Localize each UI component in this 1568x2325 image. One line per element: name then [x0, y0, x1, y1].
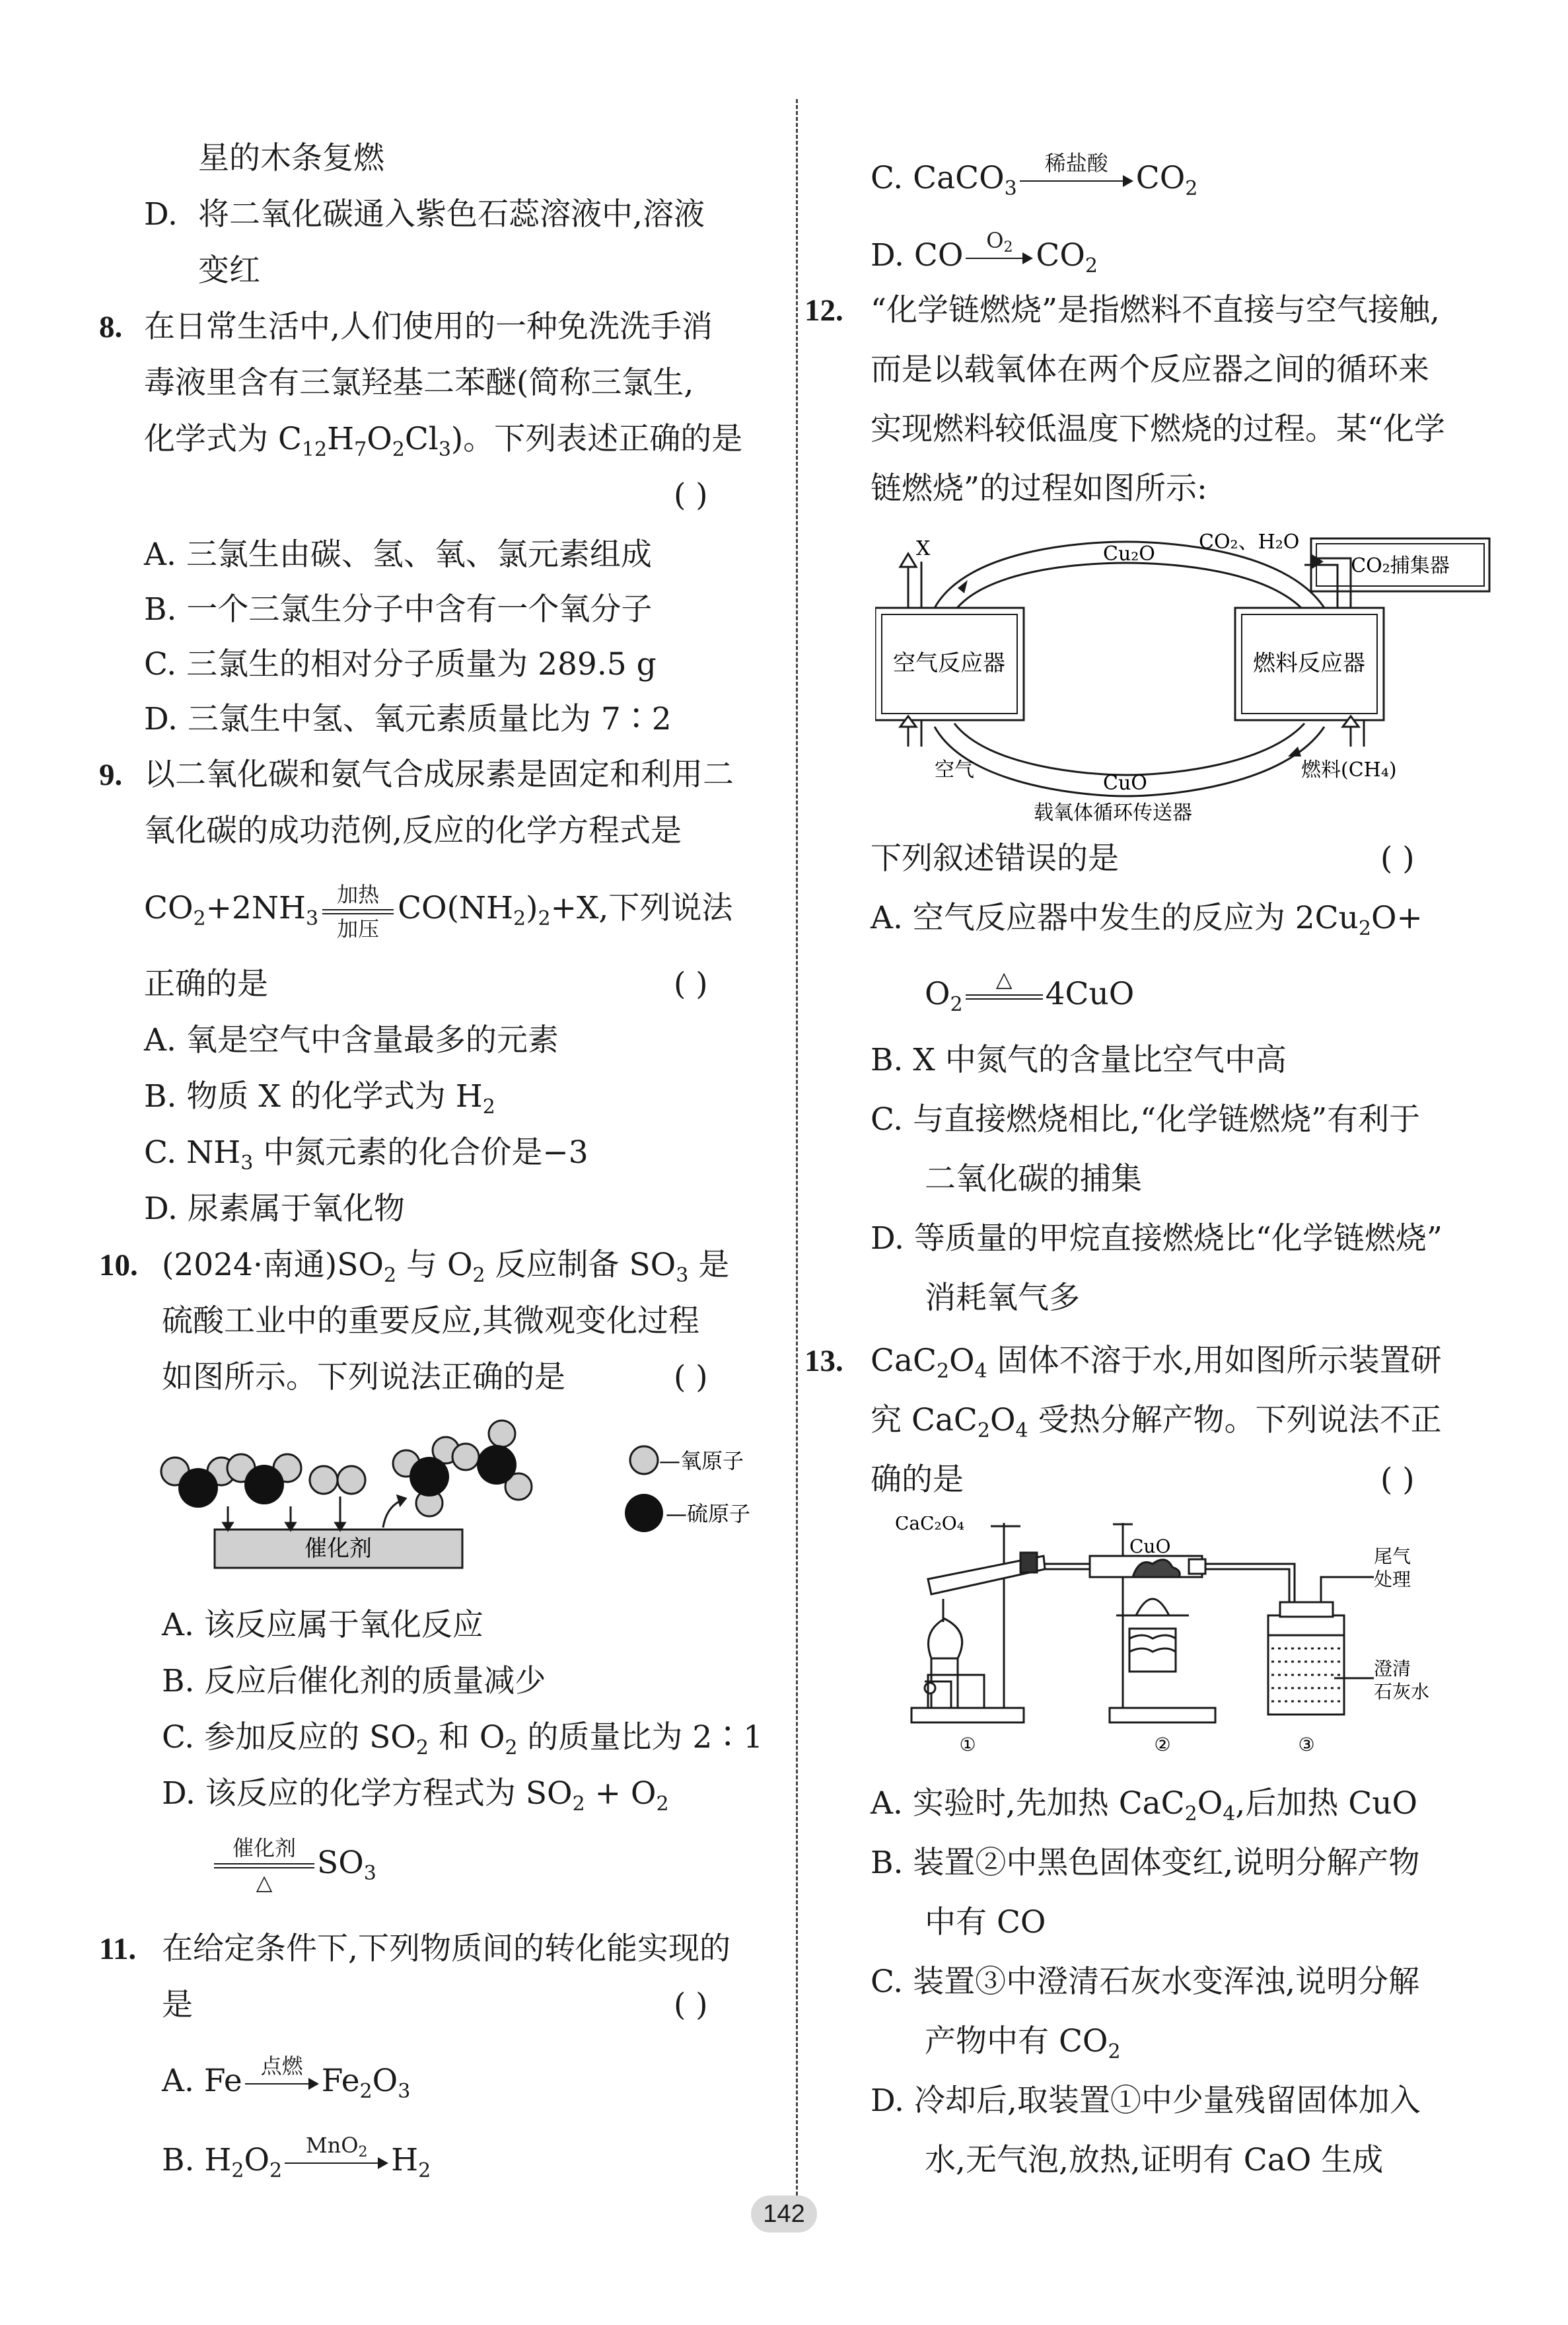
q12-option-a-equation: $O_2$ △ 4CuO: [925, 967, 1135, 1016]
q11-b-arrow: MnO2: [282, 2143, 391, 2182]
limewater-label-2: 石灰水: [1374, 1681, 1430, 1703]
q9-option-c: C. $NH_3$ 中氮元素的化合价是−3: [144, 1134, 588, 1175]
so2-molecule-1: [161, 1458, 235, 1508]
q13-option-b: B. 装置②中黑色固体变红,说明分解产物: [871, 1845, 1420, 1881]
q10-d-condition: 催化剂 △: [211, 1845, 317, 1885]
q9-stem-line2: 氧化碳的成功范例,反应的化学方程式是: [144, 813, 682, 849]
q10-option-d-equation: 催化剂 △ $SO_3$: [211, 1843, 376, 1885]
q12-stem-line1: “化学链燃烧”是指燃料不直接与空气接触,: [871, 292, 1440, 328]
q13-answer-bracket: ( ): [1380, 1461, 1415, 1498]
q13-option-c: C. 装置③中澄清石灰水变浑浊,说明分解: [871, 1964, 1420, 2000]
q9-option-b: B. 物质 X 的化学式为 $H_2$: [144, 1078, 495, 1119]
air-label: 空气: [935, 758, 974, 782]
q7-option-d-cont: 变红: [198, 252, 260, 289]
air-reactor-label: 空气反应器: [893, 650, 1005, 677]
q12-chemical-looping-diagram: [875, 529, 1496, 826]
q12-answer-bracket: ( ): [1380, 840, 1415, 877]
q10-option-a: A. 该反应属于氧化反应: [162, 1607, 483, 1643]
co2-capture-label: CO₂捕集器: [1351, 554, 1450, 577]
q8-option-a: A. 三氯生由碳、氢、氧、氯元素组成: [144, 536, 652, 573]
so2-molecule-2: [227, 1454, 301, 1504]
q7-option-d-letter: D.: [144, 196, 178, 233]
q11-a-arrow: 点燃: [242, 2063, 322, 2103]
legend: [625, 1446, 750, 1532]
catalyst-plate: [215, 1530, 462, 1568]
adsorption-arrows: [223, 1496, 406, 1530]
q10-micro-diagram: [159, 1414, 786, 1592]
q10-stem-line2: 硫酸工业中的重要反应,其微观变化过程: [162, 1303, 699, 1339]
q12-option-c-cont: 二氧化碳的捕集: [925, 1161, 1142, 1197]
q13-option-a: A. 实验时,先加热 $CaC_2O_4$,后加热 CuO: [871, 1785, 1418, 1826]
q7-tail-line: 星的木条复燃: [198, 140, 384, 176]
tail-gas-label-2: 处理: [1374, 1568, 1411, 1590]
q12-stem-line2: 而是以载氧体在两个反应器之间的循环来: [871, 351, 1429, 388]
q10-stem-line1: (2024·南通)$SO_2$ 与 $O_2$ 反应制备 $SO_3$ 是: [162, 1247, 730, 1287]
q12-question-stem: 下列叙述错误的是: [871, 840, 1119, 877]
q12-stem-line3: 实现燃料较低温度下燃烧的过程。某“化学: [871, 411, 1446, 447]
q13-stem-line2: 究 $CaC_2O_4$ 受热分解产物。下列说法不正: [871, 1402, 1442, 1442]
page-number: 142: [751, 2196, 817, 2233]
q9-option-d: D. 尿素属于氧化物: [144, 1191, 405, 1227]
cu2o-label: Cu₂O: [1103, 542, 1155, 566]
q11-option-d: D. CO O2 $CO_2$: [871, 228, 1098, 277]
legend-sulfur-label: —硫原子: [666, 1501, 751, 1526]
q11-answer-bracket: ( ): [674, 1987, 708, 2023]
apparatus-3: [1262, 1564, 1374, 1715]
q12-option-b: B. X 中氮气的含量比空气中高: [871, 1042, 1287, 1078]
q8-stem-line3: 化学式为 $C_{12}H_7O_2Cl_3$)。下列表述正确的是: [144, 421, 743, 461]
q10-stem-line3: 如图所示。下列说法正确的是: [162, 1359, 565, 1395]
apparatus-1-number: ①: [959, 1734, 976, 1755]
q10-number: 10.: [99, 1248, 138, 1282]
q8-number: 8.: [99, 310, 123, 344]
q9-equation: $CO_2+2NH_3$ 加热 加压 $CO(NH_2)_2+X$,下列说法: [144, 882, 733, 941]
q9-answer-bracket: ( ): [674, 966, 708, 1002]
q9-stem-line1: 以二氧化碳和氨气合成尿素是固定和利用二: [144, 757, 734, 793]
q8-option-b: B. 一个三氯生分子中含有一个氧分子: [144, 591, 653, 628]
limewater-label: 澄清: [1374, 1658, 1411, 1679]
fuel-reactor-box: [1235, 608, 1384, 720]
q13-stem-line3: 确的是: [871, 1461, 964, 1498]
q8-stem-line1: 在日常生活中,人们使用的一种免洗洗手消: [144, 309, 713, 345]
q11-option-c: C. CaCO$_3$ 稀盐酸 $CO_2$: [871, 151, 1198, 200]
q12-stem-line4: 链燃烧”的过程如图所示:: [871, 470, 1207, 507]
q12-number: 12.: [804, 293, 843, 328]
air-reactor-box: [875, 608, 1024, 720]
q9-condition: 加热 加压: [318, 891, 398, 930]
q11-d-arrow: O2: [963, 238, 1036, 277]
q10-option-b: B. 反应后催化剂的质量减少: [162, 1663, 546, 1699]
cuo-label: CuO: [1129, 1535, 1171, 1557]
q11-number: 11.: [99, 1932, 137, 1966]
q11-stem-line1: 在给定条件下,下列物质间的转化能实现的: [162, 1931, 731, 1967]
q13-option-b-cont: 中有 CO: [925, 1904, 1046, 1940]
q12-option-c: C. 与直接燃烧相比,“化学链燃烧”有利于: [871, 1101, 1421, 1138]
q13-apparatus-diagram: [892, 1516, 1473, 1774]
tail-gas-label: 尾气: [1374, 1545, 1411, 1567]
q13-option-d-cont: 水,无气泡,放热,证明有 CaO 生成: [925, 2142, 1384, 2178]
so3-molecule-2: [452, 1421, 532, 1500]
so3-molecule-1: [393, 1437, 459, 1516]
q12-a-condition: △: [963, 977, 1046, 1016]
q10-option-c: C. 参加反应的 $SO_2$ 和 $O_2$ 的质量比为 2∶1: [162, 1719, 764, 1759]
q11-stem-line2: 是: [162, 1987, 193, 2023]
apparatus-2-number: ②: [1154, 1734, 1171, 1755]
q8-stem-line2: 毒液里含有三氯羟基二苯醚(简称三氯生,: [144, 365, 694, 401]
q12-option-d-cont: 消耗氧气多: [925, 1280, 1080, 1316]
q13-option-d: D. 冷却后,取装置①中少量残留固体加入: [871, 2083, 1421, 2119]
fuel-label: 燃料(CH₄): [1301, 758, 1397, 782]
q10-option-d: D. 该反应的化学方程式为 $SO_2 + O_2$: [162, 1775, 669, 1816]
cuo-label: CuO: [1103, 772, 1147, 795]
q8-answer-bracket: ( ): [674, 477, 708, 513]
q13-option-c-cont: 产物中有 $CO_2$: [925, 2023, 1121, 2063]
o2-molecule: [310, 1466, 365, 1494]
q7-option-d: 将二氧化碳通入紫色石蕊溶液中,溶液: [198, 196, 705, 233]
q11-c-arrow: 稀盐酸: [1017, 161, 1136, 200]
q9-option-a: A. 氧是空气中含量最多的元素: [144, 1022, 559, 1058]
q12-option-a: A. 空气反应器中发生的反应为 $2Cu_2O+$: [871, 900, 1423, 940]
co2-h2o-label: CO₂、H₂O: [1199, 531, 1300, 554]
legend-oxygen-label: —氧原子: [659, 1448, 744, 1473]
legend-oxygen-atom: [630, 1446, 658, 1474]
fuel-reactor-label: 燃料反应器: [1253, 650, 1365, 677]
q10-answer-bracket: ( ): [674, 1359, 708, 1395]
q8-option-c: C. 三氯生的相对分子质量为 289.5 g: [144, 646, 657, 683]
q12-option-d: D. 等质量的甲烷直接燃烧比“化学链燃烧”: [871, 1220, 1443, 1257]
q11-option-b: B. $H_2O_2$ MnO2 $H_2$: [162, 2133, 431, 2182]
loop-arrow-bottom: [1288, 747, 1301, 757]
apparatus-3-number: ③: [1298, 1734, 1315, 1755]
column-divider: [796, 99, 798, 2213]
legend-sulfur-atom: [625, 1494, 663, 1532]
apparatus-1: [911, 1523, 1045, 1722]
catalyst-label: 催化剂: [304, 1535, 372, 1562]
q9-number: 9.: [99, 758, 123, 792]
q13-stem-line1: $CaC_2O_4$ 固体不溶于水,用如图所示装置研: [871, 1343, 1442, 1383]
q11-option-a: A. Fe 点燃 $Fe_2O_3$: [162, 2053, 411, 2103]
q13-number: 13.: [804, 1344, 843, 1378]
q8-option-d: D. 三氯生中氢、氧元素质量比为 7∶2: [144, 701, 672, 737]
cac2o4-label: CaC₂O₄: [895, 1516, 964, 1534]
carrier-caption: 载氧体循环传送器: [1034, 801, 1192, 825]
x-label: X: [916, 537, 931, 560]
q9-stem-line4: 正确的是: [144, 966, 268, 1002]
